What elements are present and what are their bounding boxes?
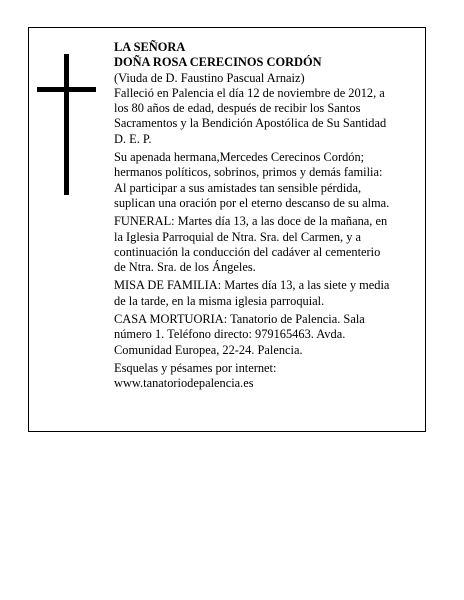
funeral-line: la Iglesia Parroquial de Ntra. Sra. del Carmen, y a bbox=[114, 229, 362, 244]
funeral-line: de Ntra. Sra. de los Ángeles. bbox=[114, 260, 256, 275]
obituary-text bbox=[114, 40, 418, 392]
mass-line: MISA DE FAMILIA: Martes día 13, a las siete y media bbox=[114, 278, 390, 293]
death-line: Sacramentos y la Bendición Apostólica de Su Santidad bbox=[114, 116, 387, 131]
death-line: los 80 años de edad, después de recibir los Santos bbox=[114, 101, 361, 116]
mass-paragraph bbox=[114, 278, 418, 309]
funeral-home-line: número 1. Teléfono directo: 979165463. Avda. bbox=[114, 327, 346, 342]
widow-line: (Viuda de D. Faustino Pascual Arnaiz) bbox=[114, 70, 305, 85]
cross-icon bbox=[64, 54, 69, 195]
family-line: hermanos políticos, sobrinos, primos y demás familia: bbox=[114, 165, 383, 180]
funeral-paragraph bbox=[114, 214, 418, 275]
website-text: www.tanatoriodepalencia.es bbox=[114, 376, 254, 391]
funeral-home-line: Comunidad Europea, 22-24. Palencia. bbox=[114, 342, 303, 357]
notice-heading: LA SEÑORA bbox=[114, 40, 186, 54]
family-line: Su apenada hermana,Mercedes Cerecinos Cordón; bbox=[114, 150, 365, 165]
family-line: suplican una oración por el eterno descanso de su alma. bbox=[114, 195, 390, 210]
funeral-line: continuación la conducción del cadáver al cementerio bbox=[114, 244, 381, 259]
death-line: D. E. P. bbox=[114, 131, 152, 146]
funeral-home-paragraph bbox=[114, 312, 418, 358]
death-paragraph bbox=[114, 86, 418, 147]
internet-paragraph bbox=[114, 361, 418, 392]
family-paragraph bbox=[114, 150, 418, 211]
deceased-name: DOÑA ROSA CERECINOS CORDÓN bbox=[114, 55, 322, 70]
death-line: Falleció en Palencia el día 12 de noviembre de 2012, a bbox=[114, 85, 385, 100]
internet-line: Esquelas y pésames por internet: bbox=[114, 360, 277, 375]
funeral-home-line: CASA MORTUORIA: Tanatorio de Palencia. Sala bbox=[114, 312, 365, 327]
family-line: Al participar a sus amistades tan sensible pérdida, bbox=[114, 180, 362, 195]
mass-line: de la tarde, en la misma iglesia parroquial. bbox=[114, 293, 325, 308]
funeral-line: FUNERAL: Martes día 13, a las doce de la mañana, en bbox=[114, 214, 388, 229]
cross-icon-bar bbox=[37, 87, 96, 92]
